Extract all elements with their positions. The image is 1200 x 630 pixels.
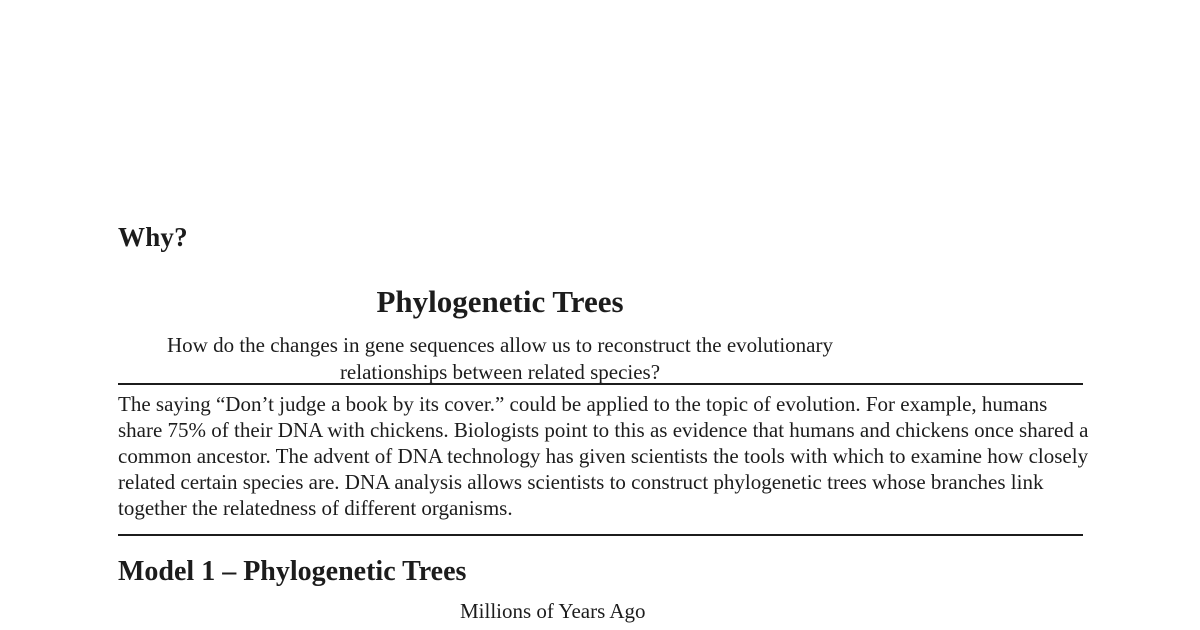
top-divider xyxy=(118,383,1083,385)
why-heading: Why? xyxy=(118,222,188,252)
page-title: Phylogenetic Trees xyxy=(376,284,624,319)
guiding-question: How do the changes in gene sequences allow us to reconstruct the evolutionary relationships between related species? xyxy=(167,333,833,384)
bottom-divider xyxy=(118,534,1083,536)
model-heading: Model 1 – Phylogenetic Trees xyxy=(118,556,467,587)
intro-paragraph: The saying “Don’t judge a book by its cover.” could be applied to the topic of evolution. For example, humans share 75% of their DNA with chickens. Biologists point to this as evidence that humans and chickens once shared a common ancestor. The advent of DNA technology has given scientists the tools with which to examine how closely related certain species are. DNA analysis allows scientists to construct phylogenetic trees whose branches link together the relatedness of different organisms. xyxy=(118,392,1089,520)
model-axis-title: Millions of Years Ago xyxy=(460,599,646,623)
